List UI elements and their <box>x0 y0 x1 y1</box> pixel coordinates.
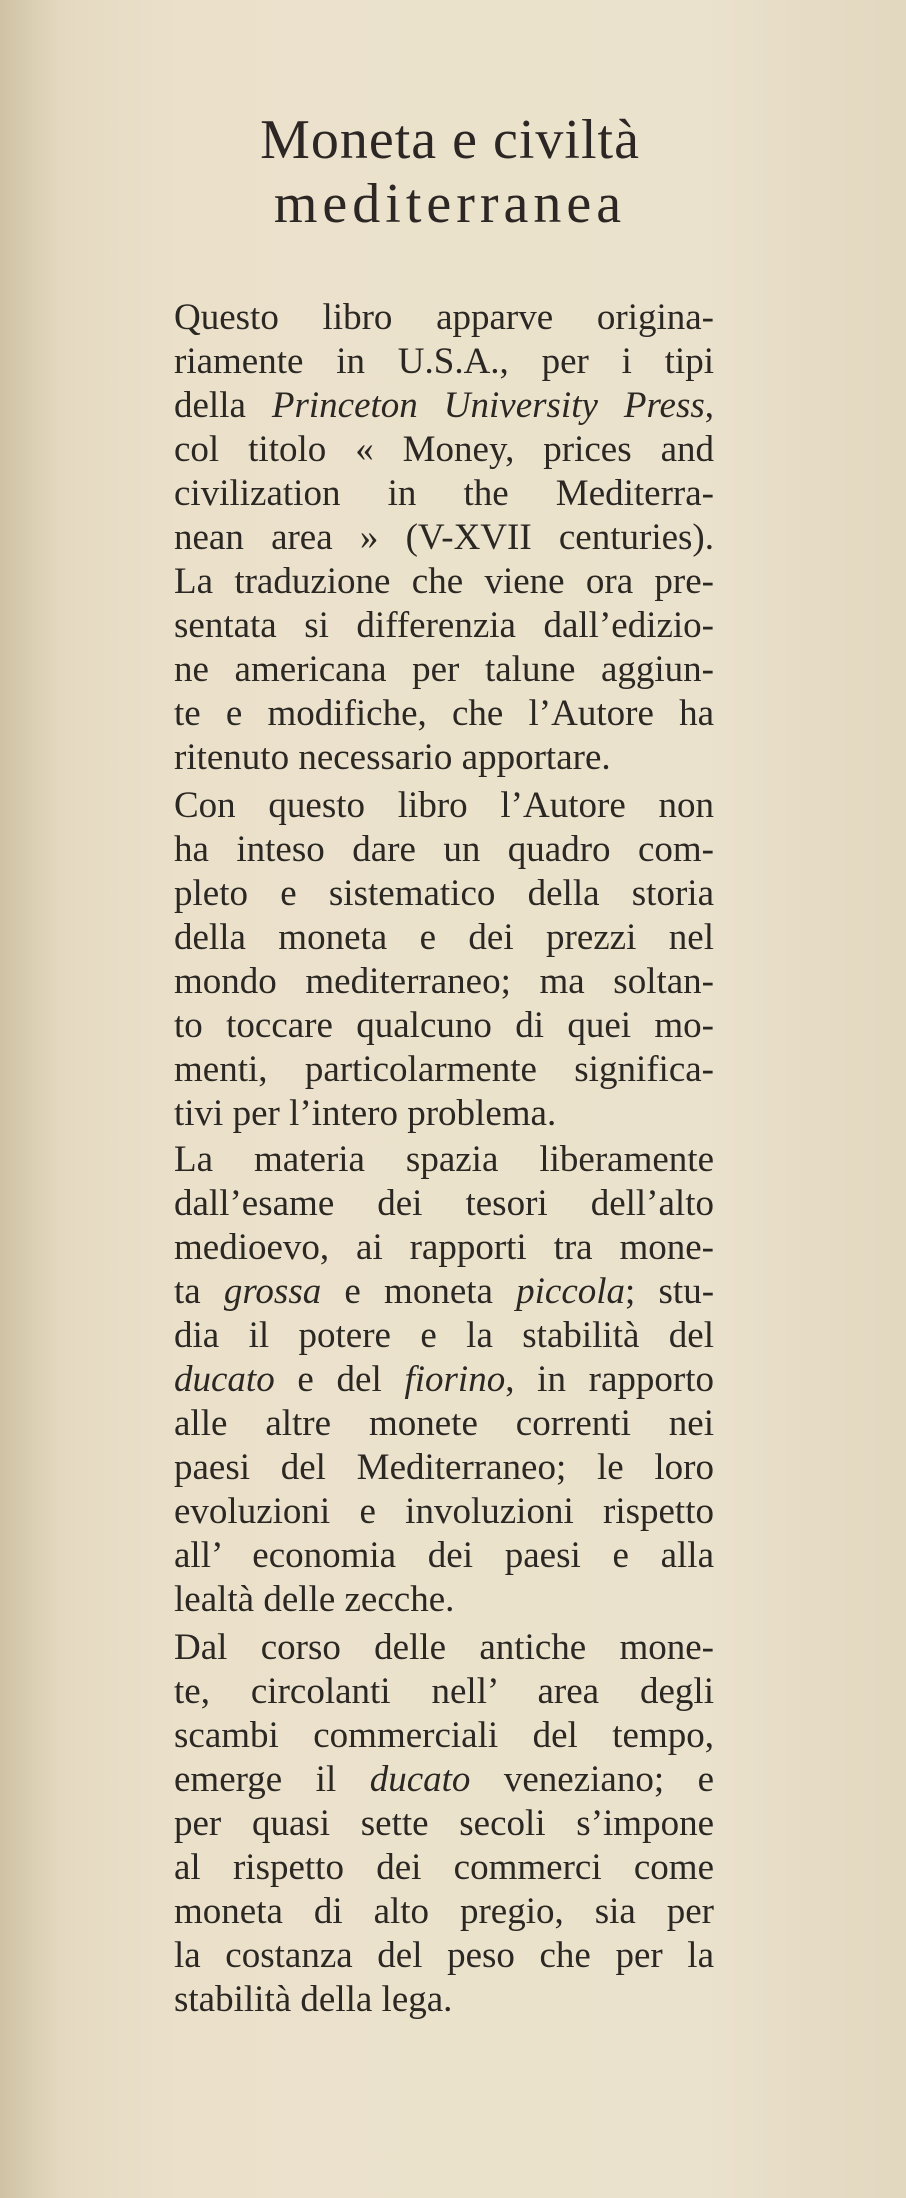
italic-text: piccola <box>516 1271 626 1312</box>
text-run: al rispetto dei commerci come <box>174 1847 714 1888</box>
text-run: ta <box>174 1271 224 1312</box>
text-line <box>174 960 714 1004</box>
text-run: medioevo, ai rapporti tra mone- <box>174 1227 714 1268</box>
text-line <box>174 1934 714 1978</box>
text-run: pleto e sistematico della storia <box>174 873 714 914</box>
text-run: Dal corso delle antiche mone- <box>174 1627 714 1668</box>
text-line <box>174 1446 714 1490</box>
text-line <box>174 1490 714 1534</box>
text-line <box>174 1534 714 1578</box>
text-run: , in rapporto <box>505 1359 715 1400</box>
text-run: col titolo « Money, prices and <box>174 429 714 470</box>
page-title <box>150 108 750 236</box>
text-run: all’ economia dei paesi e alla <box>174 1535 714 1576</box>
text-line <box>174 1182 714 1226</box>
italic-text: ducato <box>174 1359 275 1400</box>
text-line <box>174 384 714 428</box>
title-line-2: mediterranea <box>273 173 627 235</box>
paragraph-3 <box>174 1138 714 1622</box>
text-run: ; stu- <box>625 1271 715 1312</box>
text-run: civilization in the Mediterra- <box>174 473 714 514</box>
text-run: sentata si differenzia dall’edizio- <box>174 605 714 646</box>
text-run: della <box>174 385 272 426</box>
text-run: te e modifiche, che l’Autore ha <box>174 693 714 734</box>
text-run: La traduzione che viene ora pre- <box>174 561 714 602</box>
text-line <box>174 1802 714 1846</box>
text-line <box>174 1004 714 1048</box>
text-line <box>174 784 714 828</box>
text-line <box>174 916 714 960</box>
text-line <box>174 1092 714 1136</box>
text-run: to toccare qualcuno di quei mo- <box>174 1005 714 1046</box>
text-line <box>174 1048 714 1092</box>
text-run: evoluzioni e involuzioni rispetto <box>174 1491 714 1532</box>
text-line <box>174 1358 714 1402</box>
text-run: della moneta e dei prezzi nel <box>174 917 714 958</box>
text-run: e moneta <box>321 1271 517 1312</box>
text-run: nean area » (V-XVII centuries). <box>174 517 714 558</box>
italic-text: fiorino <box>404 1359 506 1400</box>
paragraph-1 <box>174 296 714 780</box>
paragraph-2 <box>174 784 714 1136</box>
text-run: La materia spazia liberamente <box>174 1139 714 1180</box>
text-run: menti, particolarmente significa- <box>174 1049 714 1090</box>
italic-text: ducato <box>369 1759 471 1800</box>
italic-text: Princeton University Press <box>271 385 705 426</box>
text-run: lealtà delle zecche. <box>174 1579 455 1620</box>
text-run: te, circolanti nell’ area degli <box>174 1671 714 1712</box>
text-line <box>174 1578 714 1622</box>
text-run: mondo mediterraneo; ma soltan- <box>174 961 714 1002</box>
text-run: Con questo libro l’Autore non <box>174 785 714 826</box>
text-line <box>174 1714 714 1758</box>
text-run: emerge il <box>174 1759 370 1800</box>
text-line <box>174 296 714 340</box>
text-run: veneziano; e <box>470 1759 715 1800</box>
text-run: moneta di alto pregio, sia per <box>174 1891 714 1932</box>
text-line <box>174 428 714 472</box>
text-run: dall’esame dei tesori dell’alto <box>174 1183 714 1224</box>
text-run: dia il potere e la stabilità del <box>174 1315 714 1356</box>
text-run: ritenuto necessario apportare. <box>174 737 611 778</box>
text-line <box>174 1226 714 1270</box>
text-line <box>174 828 714 872</box>
text-line <box>174 472 714 516</box>
text-run: paesi del Mediterraneo; le loro <box>174 1447 714 1488</box>
text-line <box>174 648 714 692</box>
text-run: stabilità della lega. <box>174 1979 453 2020</box>
text-line <box>174 340 714 384</box>
text-line <box>174 604 714 648</box>
text-line <box>174 1846 714 1890</box>
paragraph-4 <box>174 1626 714 2022</box>
text-run: , <box>704 385 714 426</box>
text-run: ha inteso dare un quadro com- <box>174 829 714 870</box>
text-line <box>174 692 714 736</box>
text-run: la costanza del peso che per la <box>174 1935 714 1976</box>
text-run: Questo libro apparve origina- <box>174 297 714 338</box>
text-run: ne americana per talune aggiun- <box>174 649 714 690</box>
text-run: e del <box>274 1359 405 1400</box>
text-line <box>174 872 714 916</box>
text-line <box>174 1402 714 1446</box>
text-line <box>174 560 714 604</box>
text-line <box>174 736 714 780</box>
text-run: scambi commerciali del tempo, <box>174 1715 714 1756</box>
text-run: alle altre monete correnti nei <box>174 1403 714 1444</box>
text-line <box>174 1270 714 1314</box>
text-line <box>174 1890 714 1934</box>
text-run: tivi per l’intero problema. <box>174 1093 557 1134</box>
text-line <box>174 1758 714 1802</box>
text-line <box>174 1314 714 1358</box>
text-line <box>174 1138 714 1182</box>
text-line <box>174 1670 714 1714</box>
text-line <box>174 1626 714 1670</box>
text-line <box>174 516 714 560</box>
text-run: per quasi sette secoli s’impone <box>174 1803 714 1844</box>
italic-text: grossa <box>223 1271 322 1312</box>
text-run: riamente in U.S.A., per i tipi <box>174 341 714 382</box>
title-line-1: Moneta e civiltà <box>260 109 640 171</box>
text-line <box>174 1978 714 2022</box>
